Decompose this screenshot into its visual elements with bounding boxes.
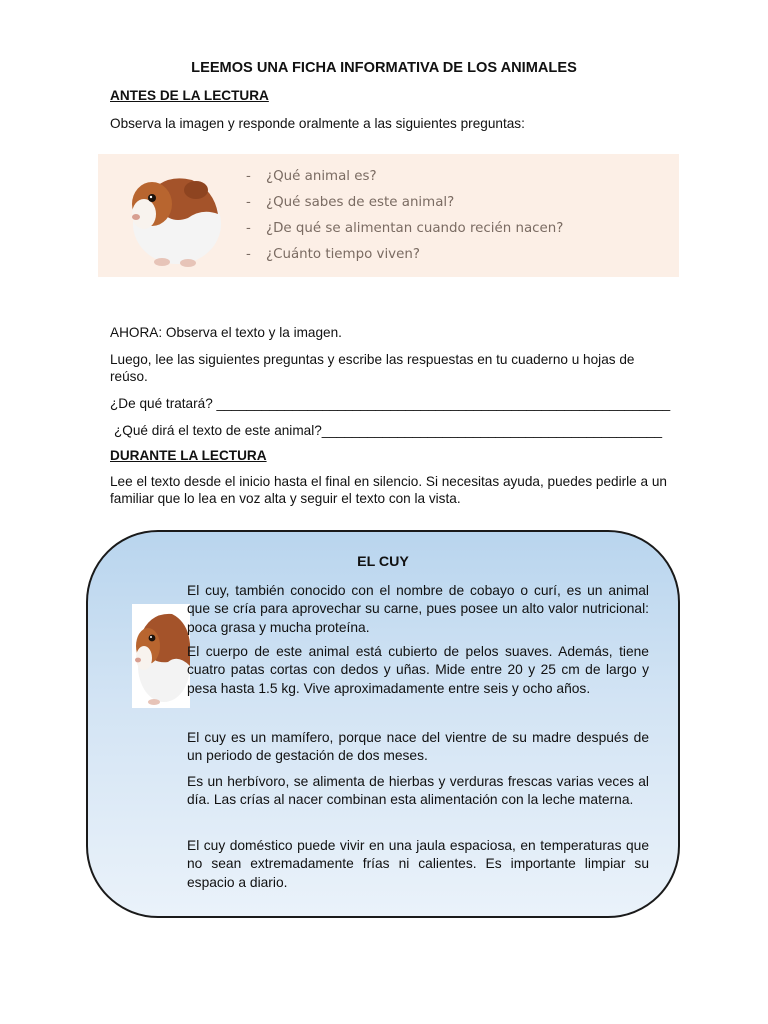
questions-list [246, 168, 563, 272]
reading-paragraph: Es un herbívoro, se alimenta de hierbas y verduras frescas varias veces al día. Las crías al nacer combinan esta alimentación con la leche materna. [187, 774, 649, 808]
question-item: - ¿De qué se alimentan cuando recién nacen? [246, 221, 564, 236]
reading-paragraph: El cuy, también conocido con el nombre de cobayo o curí, es un animal que se cría para aprovechar su carne, pues posee un alto valor nutricional: poca grasa y mucha proteína. [187, 583, 649, 635]
question-content: ¿Qué dirá el texto de este animal?_____________________________________________ [114, 423, 663, 438]
reading-paragraph: El cuy doméstico puede vivir en una jaula espaciosa, en temperaturas que no sean extremadamente frías ni calientes. Es importante limpiar su espacio a diario. [187, 838, 649, 890]
guinea-pig-photo [132, 604, 190, 708]
question-item: - ¿Qué sabes de este animal? [246, 195, 455, 210]
reading-paragraph: El cuy es un mamífero, porque nace del vientre de su madre después de un periodo de gestación de dos meses. [187, 730, 649, 764]
page-title: LEEMOS UNA FICHA INFORMATIVA DE LOS ANIMALES [191, 60, 577, 76]
questions-panel [98, 154, 679, 277]
now-instruction-2a: Luego, lee las siguientes preguntas y escribe las respuestas en tu cuaderno u hojas de [110, 352, 635, 367]
question-item: - ¿Cuánto tiempo viven? [246, 247, 420, 262]
question-topic: ¿De qué tratará? ____________________________________________________________ [110, 396, 671, 411]
during-instruction-1: Lee el texto desde el inicio hasta el final en silencio. Si necesitas ayuda, puedes pedirle a un [110, 474, 667, 489]
during-instruction-2: familiar que lo lea en voz alta y seguir el texto con la vista. [110, 491, 461, 506]
now-instruction: AHORA: Observa el texto y la imagen. [110, 325, 342, 340]
question-item: - ¿Qué animal es? [246, 169, 377, 184]
section-heading-during: DURANTE LA LECTURA [110, 448, 267, 463]
now-instruction-2b: reúso. [110, 369, 148, 384]
reading-title: EL CUY [357, 554, 409, 570]
before-instruction: Observa la imagen y responde oralmente a las siguientes preguntas: [110, 116, 525, 131]
guinea-pig-illustration [122, 162, 226, 268]
reading-card [86, 530, 680, 918]
section-heading-before: ANTES DE LA LECTURA [110, 88, 269, 103]
reading-paragraph: El cuerpo de este animal está cubierto de pelos suaves. Además, tiene cuatro patas cortas con dedos y uñas. Mide entre 20 y 25 cm de largo y pesa hasta 1.5 kg. Vive aproximadamente entre seis y ocho años. [187, 644, 649, 696]
